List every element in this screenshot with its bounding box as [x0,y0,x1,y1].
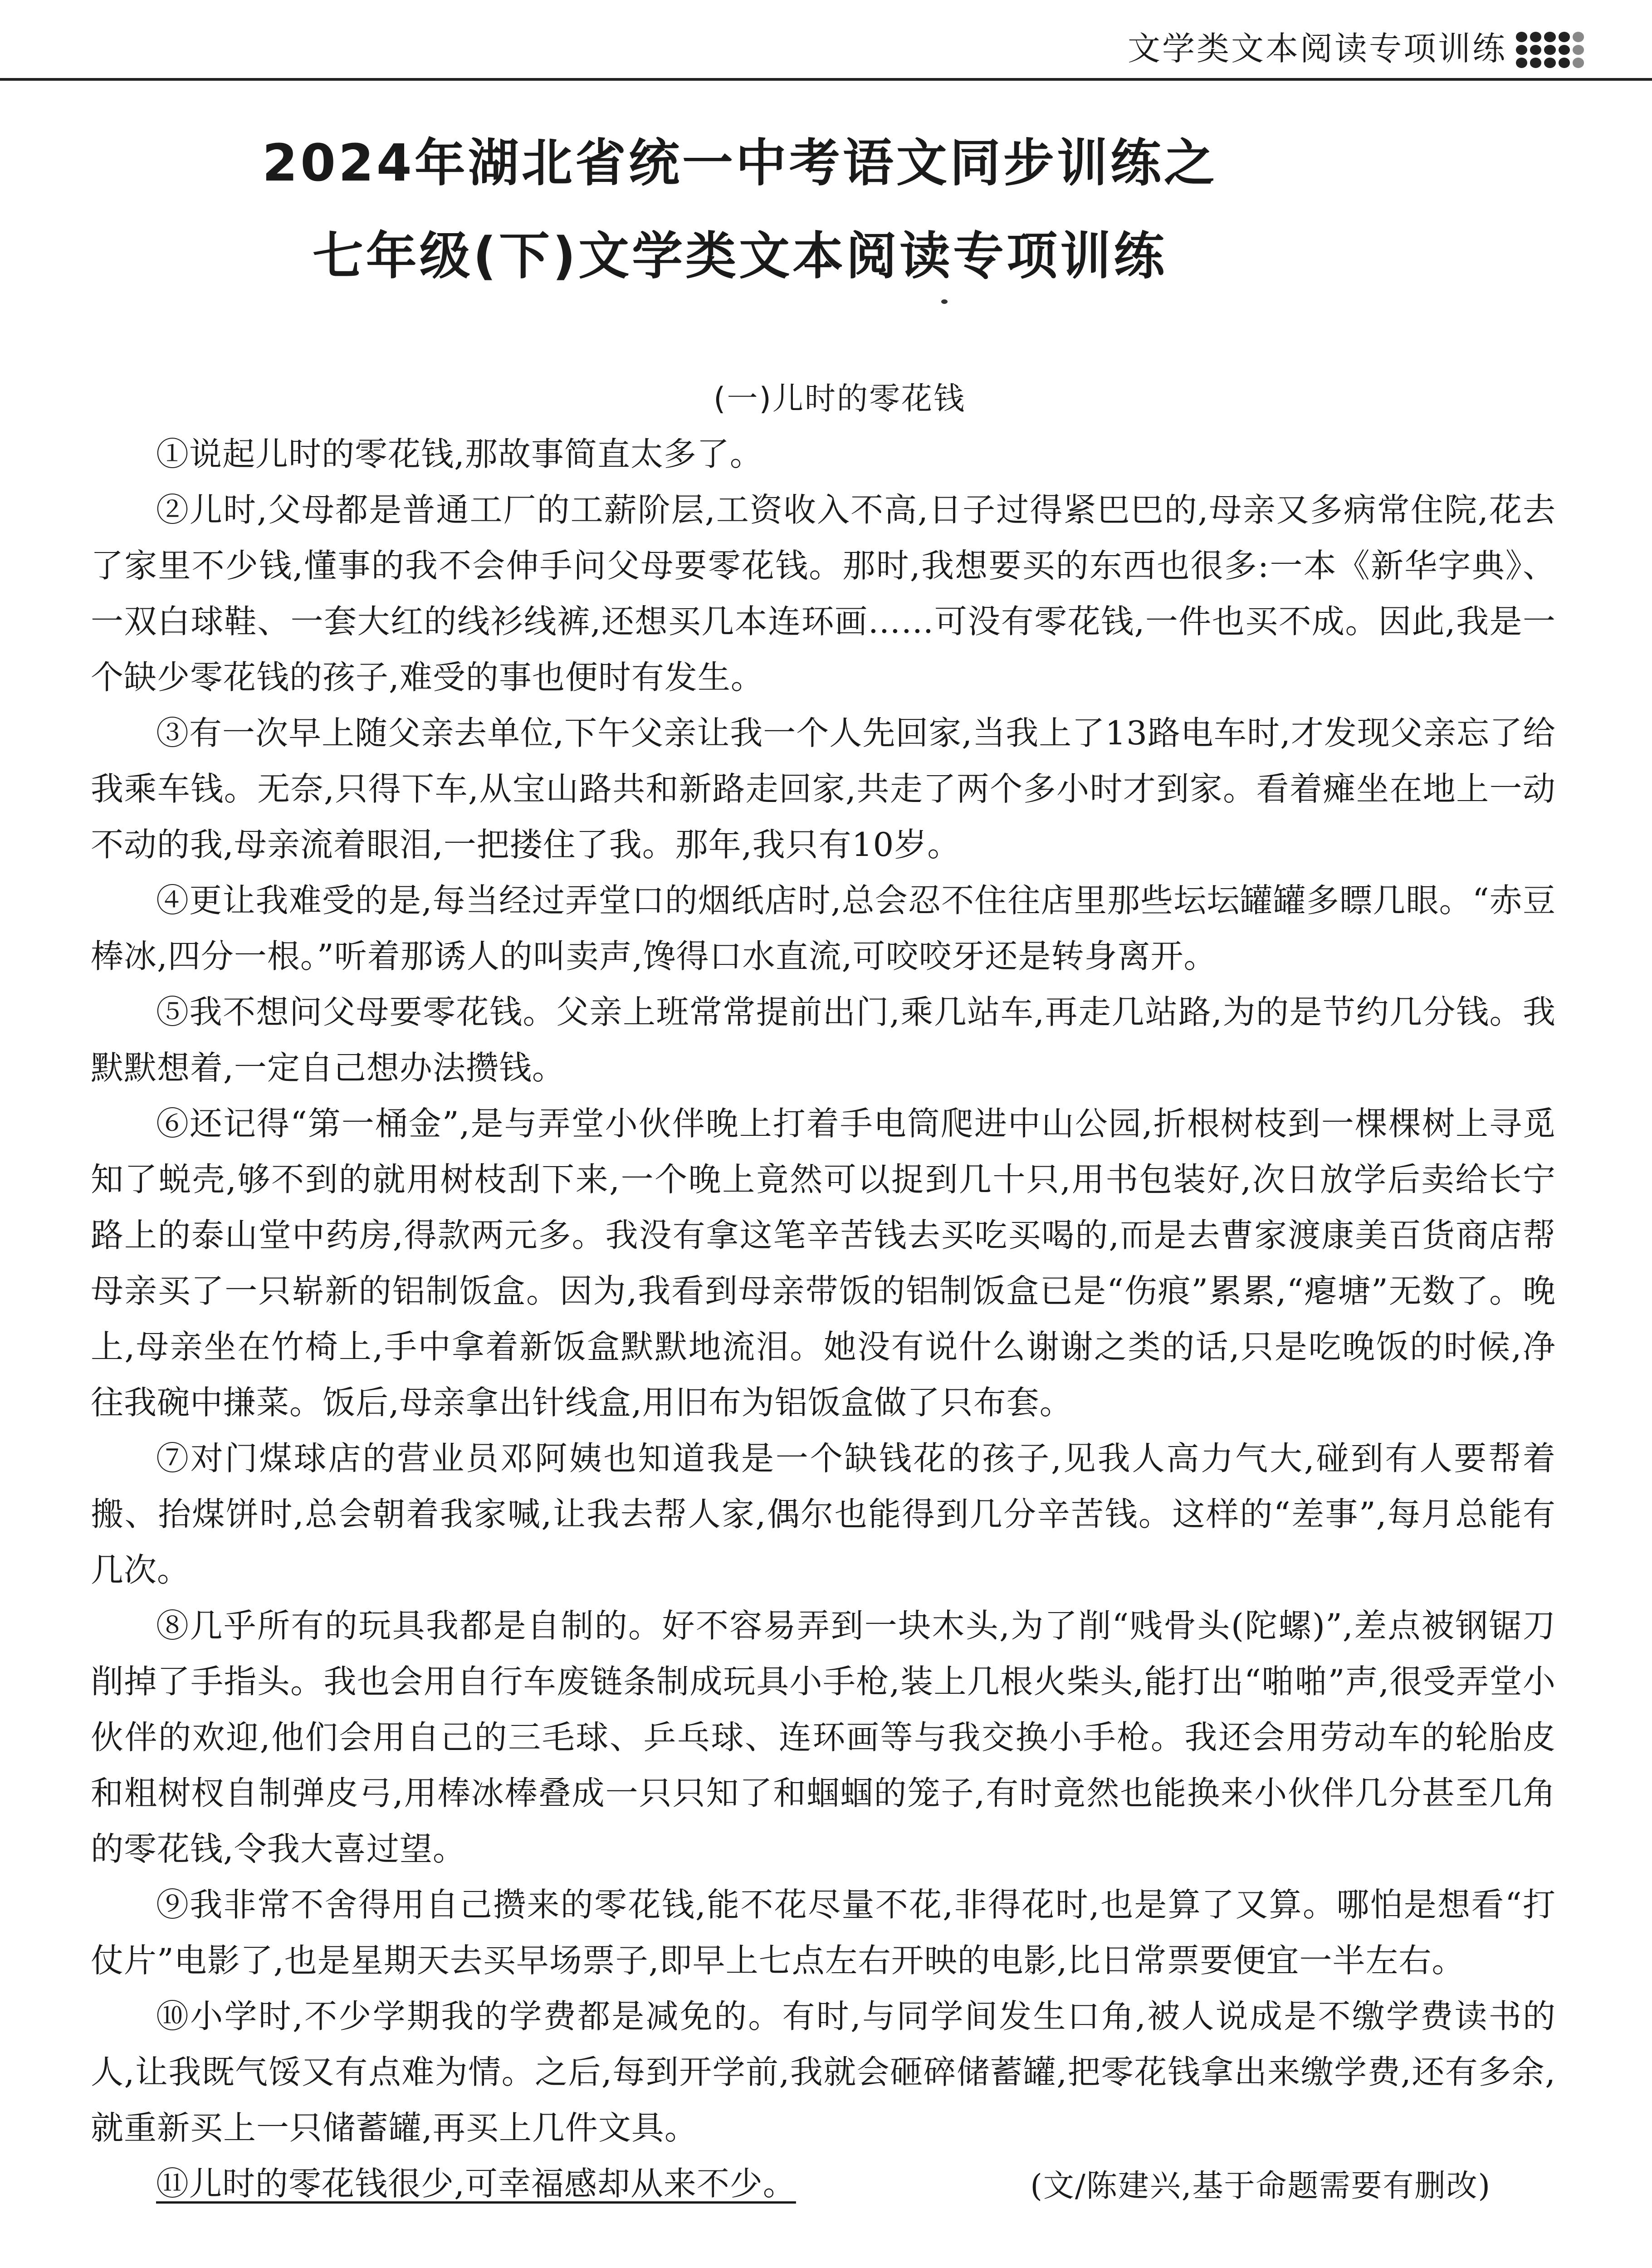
paragraph-1: ①说起儿时的零花钱,那故事简直太多了。 [156,435,763,473]
paragraph-6: ⑥还记得“第一桶金”,是与弄堂小伙伴晚上打着手电筒爬进中山公园,折根树枝到一棵棵树上寻觅知了蜕壳,够不到的就用树枝刮下来,一个晚上竟然可以捉到几十只,用书包装好,次日放学后卖给长宁路上的泰山堂中药房,得款两元多。我没有拿这笔辛苦钱去买吃买喝的,而是去曹家渡康美百货商店帮母亲买了一只崭新的铝制饭盒。因为,我看到母亲带饭的铝制饭盒已是“伤痕”累累,“瘪塘”无数了。晚上,母亲坐在竹椅上,手中拿着新饭盒默默地流泪。她没有说什么谢谢之类的话,只是吃晚饭的时候,净往我碗中搛菜。饭后,母亲拿出针线盒,用旧布为铝饭盒做了只布套。 [91,1105,1556,1422]
document-title-line-2: 七年级(下)文学类文本阅读专项训练 [312,227,1168,286]
paragraph-7: ⑦对门煤球店的营业员邓阿姨也知道我是一个缺钱花的孩子,见我人高力气大,碰到有人要帮着搬、抬煤饼时,总会朝着我家喊,让我去帮人家,偶尔也能得到几分辛苦钱。这样的“差事”,每月总能有几次。 [91,1439,1556,1589]
paragraph-9: ⑨我非常不舍得用自己攒来的零花钱,能不花尽量不花,非得花时,也是算了又算。哪怕是想看“打仗片”电影了,也是星期天去买早场票子,即早上七点左右开映的电影,比日常票要便宜一半左右。 [91,1886,1556,1980]
header-divider [0,78,1652,81]
paragraph-8: ⑧几乎所有的玩具我都是自制的。好不容易弄到一块木头,为了削“贱骨头(陀螺)”,差点被钢锯刀削掉了手指头。我也会用自行车废链条制成玩具小手枪,装上几根火柴头,能打出“啪啪”声,很受弄堂小伙伴的欢迎,他们会用自己的三毛球、乒乓球、连环画等与我交换小手枪。我还会用劳动车的轮胎皮和粗树杈自制弹皮弓,用棒冰棒叠成一只只知了和蝈蝈的笼子,有时竟然也能换来小伙伴几分甚至几角的零花钱,令我大喜过望。 [91,1607,1556,1868]
document-title-line-1: 2024年湖北省统一中考语文同步训练之 [262,134,1217,193]
source-attribution: (文/陈建兴,基于命题需要有删改) [1030,2168,1491,2204]
underlined-final-sentence: ⑪儿时的零花钱很少,可幸福感却从来不少。 [156,2165,796,2203]
decorative-dots-icon [1516,32,1584,68]
series-title: 文学类文本阅读专项训练 [1127,29,1507,68]
section-heading: (一)儿时的零花钱 [713,381,966,417]
paragraph-10: ⑩小学时,不少学期我的学费都是减免的。有时,与同学间发生口角,被人说成是不缴学费读书的人,让我既气馁又有点难为情。之后,每到开学前,我就会砸碎储蓄罐,把零花钱拿出来缴学费,还有多余,就重新买上一只储蓄罐,再买上几件文具。 [91,1997,1556,2147]
paragraph-4: ④更让我难受的是,每当经过弄堂口的烟纸店时,总会忍不住往店里那些坛坛罐罐多瞟几眼。“赤豆棒冰,四分一根。”听着那诱人的叫卖声,馋得口水直流,可咬咬牙还是转身离开。 [91,881,1556,975]
article-body [91,426,1556,2212]
paragraph-5: ⑤我不想问父母要零花钱。父亲上班常常提前出门,乘几站车,再走几站路,为的是节约几分钱。我默默想着,一定自己想办法攒钱。 [91,993,1556,1087]
ink-speck [941,299,948,304]
paragraph-2: ②儿时,父母都是普通工厂的工薪阶层,工资收入不高,日子过得紧巴巴的,母亲又多病常住院,花去了家里不少钱,懂事的我不会伸手问父母要零花钱。那时,我想要买的东西也很多:一本《新华字典》、一双白球鞋、一套大红的线衫线裤,还想买几本连环画……可没有零花钱,一件也买不成。因此,我是一个缺少零花钱的孩子,难受的事也便时有发生。 [91,491,1556,696]
page-header [0,0,1652,86]
paragraph-3: ③有一次早上随父亲去单位,下午父亲让我一个人先回家,当我上了13路电车时,才发现父亲忘了给我乘车钱。无奈,只得下车,从宝山路共和新路走回家,共走了两个多小时才到家。看着瘫坐在地上一动不动的我,母亲流着眼泪,一把搂住了我。那年,我只有10岁。 [91,714,1556,864]
